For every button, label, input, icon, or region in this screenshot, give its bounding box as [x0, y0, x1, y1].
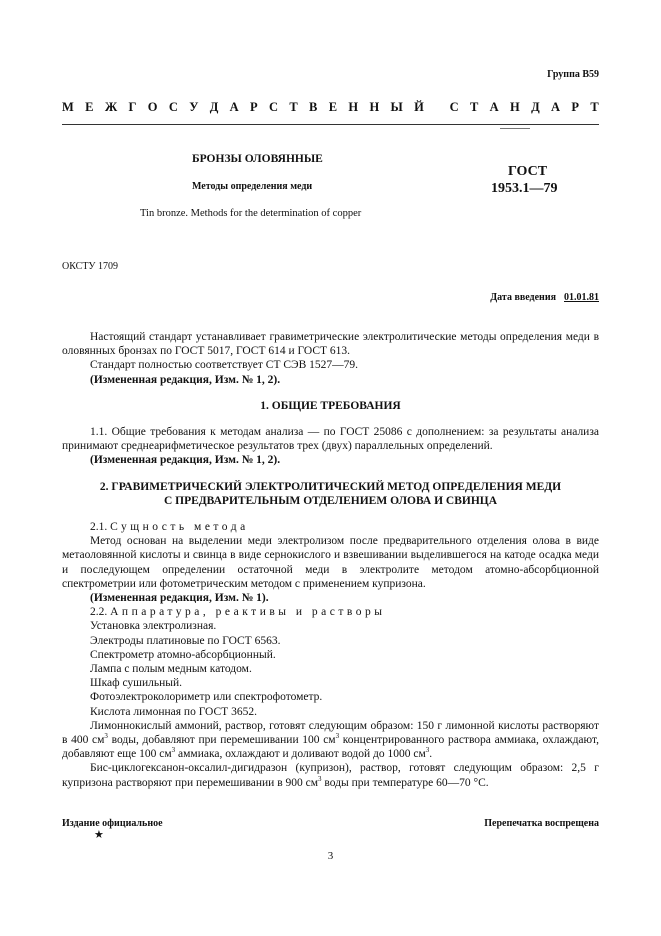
title-letter: С [449, 100, 459, 114]
intro-paragraph: Настоящий стандарт устанавливает гравиметрические электролитические методы определения меди в оловянных бронзах по ГОСТ 5017, ГОСТ 614 и ГОСТ 613. [62, 331, 599, 358]
title-letter: Н [369, 100, 380, 114]
title-letter: Р [250, 100, 258, 114]
title-letter: Т [469, 100, 479, 114]
section-2-heading-line2: С ПРЕДВАРИТЕЛЬНЫМ ОТДЕЛЕНИЕМ ОЛОВА И СВИНЦА [163, 494, 498, 507]
title-letter: С [269, 100, 279, 114]
cuprizone-text-2: воды при температуре 60—70 °С. [321, 776, 489, 789]
section-1-1-text: 1.1. Общие требования к методам анализа — по ГОСТ 25086 с дополнением: за результаты анализа принимают среднеарифметическое результатов трех (двух) параллельных определений. [62, 426, 599, 453]
header-rule-short [500, 128, 530, 129]
title-letter: Н [510, 100, 520, 114]
ammonium-text-4: аммиака, охлаждают и доливают водой до 1000 см [175, 748, 426, 761]
gost-label: ГОСТ [508, 164, 548, 179]
section-2-2-heading [62, 605, 599, 619]
section-2-1-text: Метод основан на выделении меди электролизом после предварительного отделения олова в виде метаоловянной кислоты и свинца в виде сернокислого и взвешивании выделившегося на катоде осадка меди и последующем определении остаточной меди в электролите методом атомно-абсорбционной спектрометрии или фотометрическим методом с применением купризона. [62, 535, 599, 590]
amendment-note: (Измененная редакция, Изм. № 1, 2). [90, 454, 281, 467]
title-letter: У [189, 100, 199, 114]
okstu-code: ОКСТУ 1709 [62, 261, 119, 272]
section-2-2-number: 2.2. [90, 606, 108, 619]
ammonium-text-2: воды, добавляют при перемешивании 100 см [107, 734, 336, 747]
title-letter: Т [289, 100, 298, 114]
interstate-standard-title [62, 100, 599, 115]
title-letter: Д [209, 100, 219, 114]
title-letter: А [551, 100, 561, 114]
section-2-1-number: 2.1. [90, 521, 108, 534]
document-name: БРОНЗЫ ОЛОВЯННЫЕ [192, 153, 323, 165]
title-letter: А [229, 100, 239, 114]
official-edition-note: Издание официальное [62, 818, 163, 829]
title-letter: Е [85, 100, 94, 114]
equipment-item: Шкаф сушильный. [90, 677, 183, 690]
cuprizone-paragraph [62, 761, 599, 789]
section-2-2-title: Аппаратура, реактивы и растворы [110, 606, 386, 619]
title-letter: Ж [104, 100, 118, 114]
title-letter: С [168, 100, 178, 114]
equipment-item: Фотоэлектроколориметр или спектрофотометр. [90, 691, 323, 704]
section-2-1-heading [62, 520, 599, 534]
star-icon: ★ [94, 829, 104, 841]
sup-3: 3 [335, 732, 340, 741]
amendment-note: (Измененная редакция, Изм. № 1, 2). [90, 373, 281, 386]
section-2-1-title: Сущность метода [110, 521, 249, 534]
equipment-item: Установка электролизная. [90, 620, 217, 633]
title-letter: В [309, 100, 318, 114]
title-letter: Н [348, 100, 359, 114]
cuprizone-text-1: Бис-циклогексанон-оксалил-дигидразон (купризон), раствор, готовят следующим образом: 2,5 г купризона растворяют при перемешивании в 900 см [62, 762, 599, 789]
document-body [62, 330, 599, 790]
title-letter: Ы [390, 100, 403, 114]
title-letter: Й [414, 100, 424, 114]
sup-3: 3 [104, 732, 108, 741]
header-rule [62, 124, 599, 125]
ammonium-text-5: . [429, 748, 433, 761]
title-letter: Г [128, 100, 137, 114]
section-1-heading: 1. ОБЩИЕ ТРЕБОВАНИЯ [260, 399, 401, 412]
sup-3: 3 [171, 746, 176, 755]
title-letter: Е [328, 100, 338, 114]
equipment-item: Спектрометр атомно-абсорбционный. [90, 648, 276, 661]
title-letter [435, 100, 438, 115]
reprint-prohibited-note: Перепечатка воспрещена [484, 818, 599, 829]
title-letter: Р [571, 100, 580, 114]
page-number: 3 [327, 850, 334, 862]
ammonium-text-1: Лимоннокислый аммоний, раствор, готовят следующим образом: 150 г лимонной кислоты растворяют в 400 см [62, 719, 599, 747]
section-2-heading-line1: 2. ГРАВИМЕТРИЧЕСКИЙ ЭЛЕКТРОЛИТИЧЕСКИЙ МЕТОД ОПРЕДЕЛЕНИЯ МЕДИ [99, 480, 562, 493]
title-letter: О [147, 100, 158, 114]
sup-3: 3 [318, 774, 322, 783]
introduction-date [490, 292, 599, 303]
sup-3: 3 [425, 746, 430, 755]
ammonium-text-3: концентрированного раствора аммиака, охлаждают, добавляют еще 100 см [62, 734, 600, 761]
gost-number: 1953.1—79 [491, 181, 558, 196]
equipment-item: Электроды платиновые по ГОСТ 6563. [90, 634, 281, 647]
document-subtitle: Методы определения меди [192, 181, 313, 192]
title-letter: М [62, 100, 74, 114]
intro-compliance: Стандарт полностью соответствует СТ СЭВ 1527—79. [90, 359, 359, 372]
group-code: Группа В59 [547, 69, 599, 80]
amendment-note: (Измененная редакция, Изм. № 1). [90, 592, 269, 605]
document-english-title: Tin bronze. Methods for the determination of copper [140, 208, 362, 219]
intro-date-label: Дата введения [490, 292, 556, 303]
intro-date-value: 01.01.81 [564, 292, 599, 303]
title-letter: Т [590, 100, 599, 114]
ammonium-citrate-paragraph [62, 719, 599, 762]
title-letter: А [489, 100, 499, 114]
title-letter: Д [531, 100, 540, 114]
equipment-item: Кислота лимонная по ГОСТ 3652. [90, 705, 257, 718]
equipment-item: Лампа с полым медным катодом. [90, 663, 252, 676]
